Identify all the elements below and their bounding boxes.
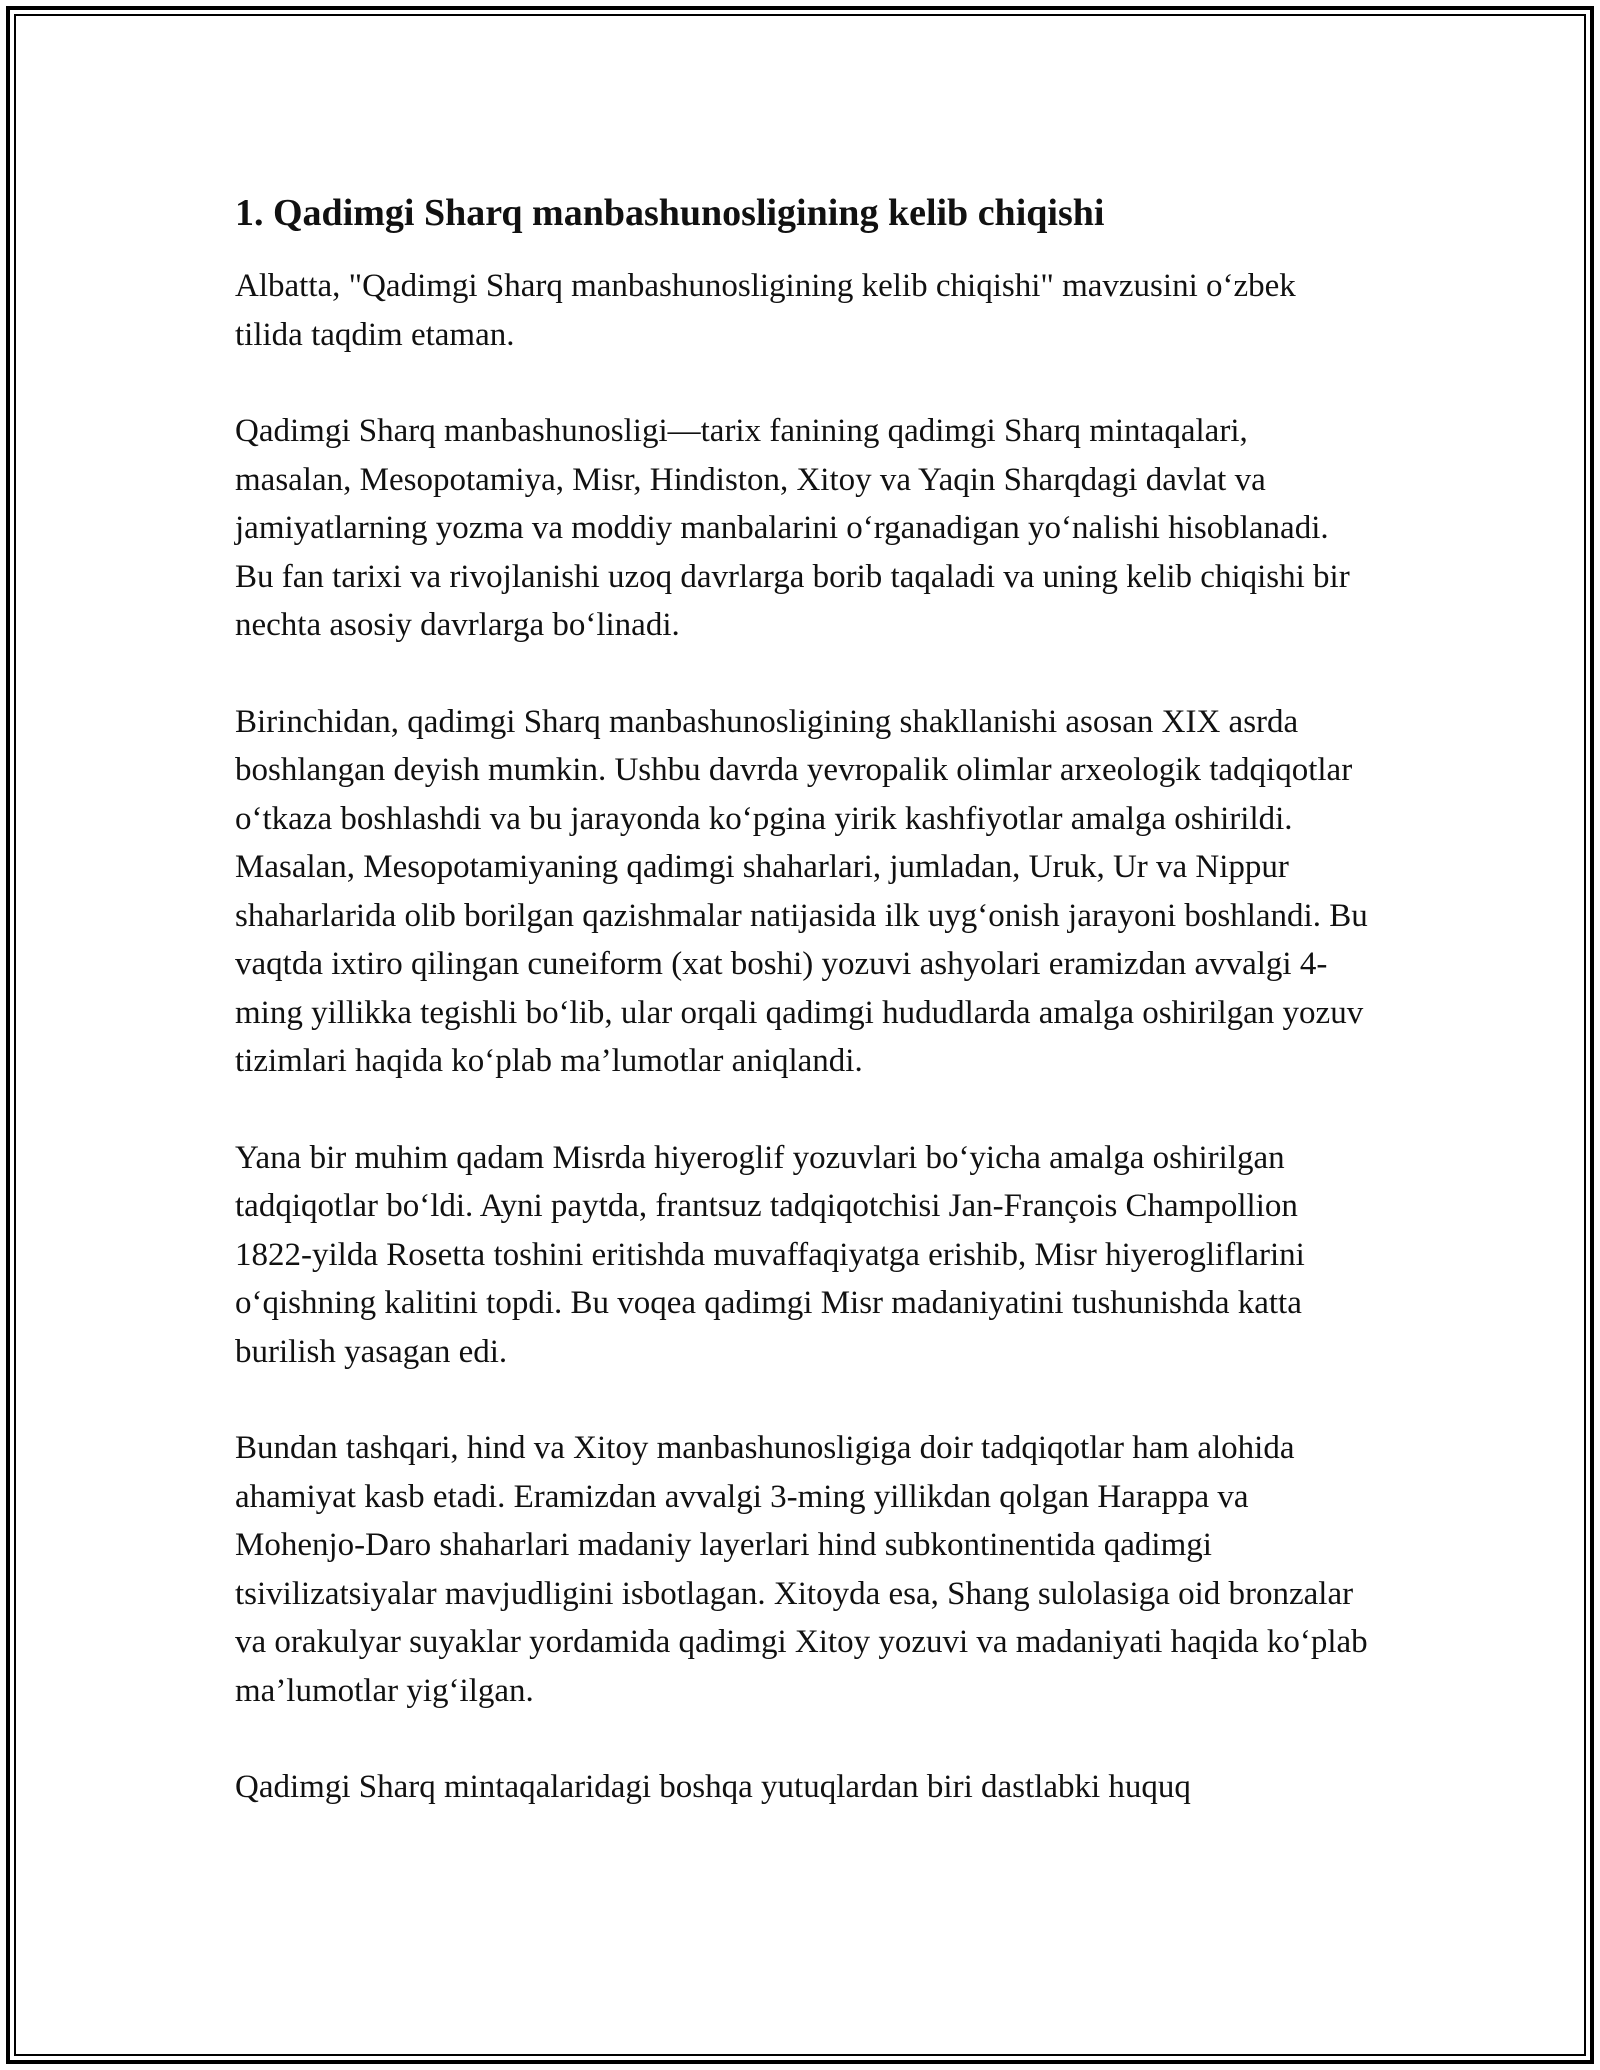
document-body [235,186,1370,1860]
paragraph-mesopotamia: Birinchidan, qadimgi Sharq manbashunosligining shakllanishi asosan XIX asrda boshlangan deyish mumkin. Ushbu davrda yevropalik olimlar arxeologik tadqiqotlar o‘tkaza boshlashdi va bu jarayonda ko‘pgina yirik kashfiyotlar amalga oshirildi. Masalan, Mesopotamiyaning qadimgi shaharlari, jumladan, Uruk, Ur va Nippur shaharlarida olib borilgan qazishmalar natijasida ilk uyg‘onish jarayoni boshlandi. Bu vaqtda ixtiro qilingan cuneiform (xat boshi) yozuvi ashyolari eramizdan avvalgi 4-ming yillikka tegishli bo‘lib, ular orqali qadimgi hududlarda amalga oshirilgan yozuv tizimlari haqida ko‘plab ma’lumotlar aniqlandi. [235,703,1368,1079]
paragraph-egypt: Yana bir muhim qadam Misrda hiyeroglif yozuvlari bo‘yicha amalga oshirilgan tadqiqotlar bo‘ldi. Ayni paytda, frantsuz tadqiqotchisi Jan-François Champollion 1822-yilda Rosetta toshini eritishda muvaffaqiyatga erishib, Misr hiyerogliflarini o‘qishning kalitini topdi. Bu voqea qadimgi Misr madaniyatini tushunishda katta burilish yasagan edi. [235,1139,1305,1370]
paragraph-continuation: Qadimgi Sharq mintaqalaridagi boshqa yutuqlardan biri dastlabki huquq [235,1769,1191,1805]
paragraph-definition: Qadimgi Sharq manbashunosligi—tarix fanining qadimgi Sharq mintaqalari, masalan, Mesopotamiya, Misr, Hindiston, Xitoy va Yaqin Sharqdagi davlat va jamiyatlarning yozma va moddiy manbalarini o‘rganadigan yo‘nalishi hisoblanadi. Bu fan tarixi va rivojlanishi uzoq davrlarga borib taqaladi va uning kelib chiqishi bir nechta asosiy davrlarga bo‘linadi. [235,413,1350,643]
paragraph-intro: Albatta, "Qadimgi Sharq manbashunosligining kelib chiqishi" mavzusini o‘zbek tilida taqdim etaman. [235,268,1296,353]
section-heading: 1. Qadimgi Sharq manbashunosligining kelib chiqishi [235,192,1105,234]
paragraph-india-china: Bundan tashqari, hind va Xitoy manbashunosligiga doir tadqiqotlar ham alohida ahamiyat kasb etadi. Eramizdan avvalgi 3-ming yillikdan qolgan Harappa va Mohenjo-Daro shaharlari madaniy layerlari hind subkontinentida qadimgi tsivilizatsiyalar mavjudligini isbotlagan. Xitoyda esa, Shang sulolasiga oid bronzalar va orakulyar suyaklar yordamida qadimgi Xitoy yozuvi va madaniyati haqida ko‘plab ma’lumotlar yig‘ilgan. [235,1430,1368,1709]
